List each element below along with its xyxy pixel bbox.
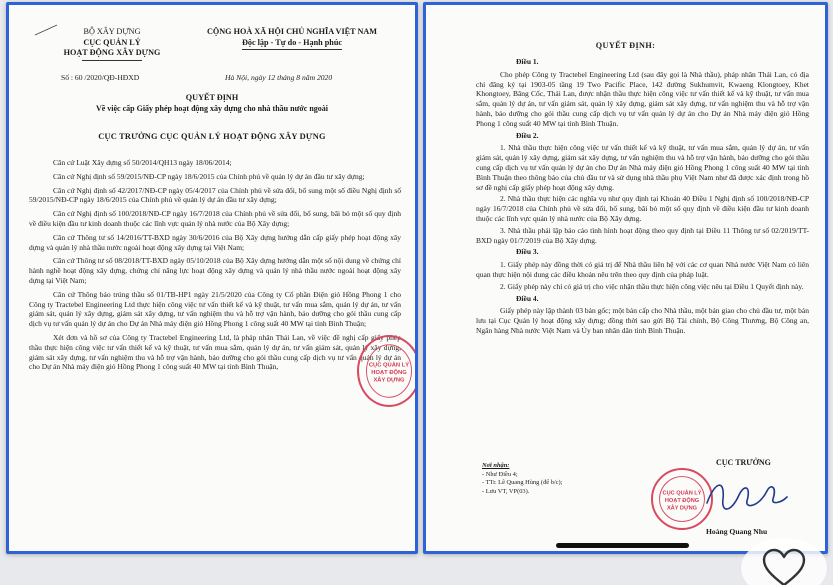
article-label: Điều 2.	[516, 130, 539, 140]
department-name: CỤC QUẢN LÝ	[83, 37, 141, 47]
article-paragraph: 2. Nhà thầu thực hiện các nghĩa vụ như quy định tại Khoản 40 Điều 1 Nghị định số 100/2018/NĐ-CP ngày 16/7/2018 của Chính phủ về sửa đổi, bổ sung, bãi bỏ một số quy định về điều kiện đầu tư kinh doanh thuộc các lĩnh vực quản lý nhà nước của Bộ Xây dựng.	[476, 194, 809, 223]
legal-basis-paragraph: Căn cứ Thông tư số 08/2018/TT-BXD ngày 05/10/2018 của Bộ Xây dựng hướng dẫn một số nội dung về chứng chỉ hành nghề hoạt động xây dựng, chứng chỉ năng lực hoạt động xây dựng và quản lý nhà thầu nước ngoài hoạt động xây dựng tại Việt Nam;	[29, 256, 401, 285]
legal-basis-paragraph: Căn cứ Thông tư số 14/2016/TT-BXD ngày 30/6/2016 của Bộ Xây dựng hướng dẫn cấp giấy phép hoạt động xây dựng và quản lý nhà thầu nước ngoài hoạt động xây dựng tại Việt Nam;	[29, 232, 401, 252]
svg-text:CỤC QUẢN LÝ: CỤC QUẢN LÝ	[662, 490, 702, 497]
country-name: CỘNG HOÀ XÃ HỘI CHỦ NGHĨA VIỆT NAM	[206, 27, 378, 36]
article-paragraph: 3. Nhà thầu phải lập báo cáo tình hình hoạt động theo quy định tại Điều 11 Thông tư số 02/2019/TT-BXD ngày 01/7/2019 của Bộ Xây dựng.	[476, 225, 809, 245]
document-title: QUYẾT ĐỊNH	[185, 93, 239, 102]
decision-heading: QUYẾT ĐỊNH:	[595, 41, 656, 50]
article-paragraph: Giấy phép này lập thành 03 bản gốc; một bản cấp cho Nhà thầu, một bản giao cho chủ đầu tư, một bản lưu tại Cục Quản lý hoạt động xây dựng; đồng thời sao gửi Bộ Tài chính, Bộ Công Thương, Bộ Công an, Ngân hàng Nhà nước Việt Nam và Ủy ban nhân dân tỉnh Bình Thuận.	[476, 306, 809, 335]
article-paragraph: Cho phép Công ty Tractebel Engineering Ltd (sau đây gọi là Nhà thầu), pháp nhân Thái Lan, có địa chỉ đăng ký tại 1903-05 tầng 19 Two Pacific Place, 142 đường Sukhumvit, Kwaeng Klongtoey, Khet Khongtoey, Băng Cốc, Thái Lan, được nhận thầu thực hiện công việc tư vấn thiết kế và kỹ thuật, tư vấn mua sắm, quản lý dự án, tư vấn giám sát, quản lý xây dựng, giám sát xây dựng, tư vấn nghiệm thu và hỗ trợ vận hành, bảo dưỡng cho gói thầu cung cấp dịch vụ tư vấn quản lý dự án cho Dự án Nhà máy điện gió Hồng Phong 1 công suất 40 MW tại tỉnh Bình Thuận.	[476, 69, 809, 128]
recipient-item: - Như Điều 4;	[482, 470, 518, 478]
article-paragraph: 1. Giấy phép này đồng thời có giá trị để Nhà thầu liên hệ với các cơ quan Nhà nước Việt Nam có liên quan thực hiện nội dung các điều khoản nêu trên theo quy định của pháp luật.	[476, 260, 809, 279]
motto: Độc lập - Tự do - Hạnh phúc	[241, 37, 343, 47]
legal-basis-paragraph: Căn cứ Nghị định số 100/2018/NĐ-CP ngày 16/7/2018 của Chính phủ về sửa đổi, bổ sung, bãi bỏ một số quy định về điều kiện đầu tư kinh doanh thuộc các lĩnh vực quản lý nhà nước của Bộ Xây dựng;	[29, 209, 401, 228]
recipients-heading: Nơi nhận:	[482, 462, 510, 469]
document-subtitle: Về việc cấp Giấy phép hoạt động xây dựng cho nhà thầu nước ngoài	[95, 104, 329, 113]
authority-heading: CỤC TRƯỞNG CỤC QUẢN LÝ HOẠT ĐỘNG XÂY DỰNG	[98, 132, 326, 141]
motto-underline	[242, 49, 342, 50]
svg-text:HOẠT ĐỘNG: HOẠT ĐỘNG	[371, 369, 407, 376]
svg-text:CỤC QUẢN LÝ: CỤC QUẢN LÝ	[368, 362, 410, 369]
document-page-right	[423, 2, 828, 554]
document-header	[9, 27, 415, 67]
legal-basis-paragraph: Căn cứ Nghị định số 42/2017/NĐ-CP ngày 05/4/2017 của Chính phủ về sửa đổi, bổ sung một số điều Nghị định số 59/2015/NĐ-CP ngày 18/6/2015 của Chính phủ về quản lý dự án đầu tư xây dựng;	[29, 185, 401, 205]
decision-articles	[476, 55, 809, 338]
document-date: Hà Nội, ngày 12 tháng 8 năm 2020	[225, 73, 333, 82]
national-motto	[187, 27, 397, 50]
article-paragraph: 2. Giấy phép này chỉ có giá trị cho việc nhận thầu thực hiện công việc nêu tại Điều 1 Quyết định này.	[500, 281, 804, 291]
svg-text:XÂY DỰNG: XÂY DỰNG	[666, 505, 698, 512]
home-indicator[interactable]	[556, 543, 689, 548]
consideration-paragraph: Xét đơn và hồ sơ của Công ty Tractebel Engineering Ltd, là pháp nhân Thái Lan, về việc đề nghị cấp giấy phép thầu thực hiện công việc tư vấn thiết kế và kỹ thuật, tư vấn mua sắm, quản lý dự án, tư vấn giám sát, quản lý xây dựng, giám sát xây dựng, tư vấn nghiệm thu và hỗ trợ vận hành, bảo dưỡng cho gói thầu cung cấp dịch vụ tư vấn quản lý dự án cho Dự án Nhà máy điện gió Hồng Phong 1 công suất 40 MW tại tỉnh Bình Thuận,	[29, 332, 401, 372]
article-paragraph: 1. Nhà thầu thực hiện công việc tư vấn thiết kế và kỹ thuật, tư vấn mua sắm, quản lý dự án, tư vấn giám sát, quản lý xây dựng, giám sát xây dựng, tư vấn nghiệm thu và hỗ trợ vận hành, bảo dưỡng cho gói thầu cung cấp dịch vụ tư vấn quản lý dự án cho Dự án Nhà máy điện gió Hồng Phong 1 công suất 40 MW tại tỉnh Bình Thuận theo thông báo của chủ đầu tư và sử dụng nhà thầu phụ Việt Nam như đã được xác định trong hồ sơ đề nghị cấp giấy phép hoạt động xây dựng.	[476, 143, 809, 192]
handwritten-signature	[701, 473, 791, 521]
recipient-item: - Lưu VT, VP(03).	[482, 487, 530, 495]
article-label: Điều 4.	[516, 293, 539, 303]
signer-name: Hoàng Quang Nhu	[706, 527, 768, 536]
legal-basis-body	[29, 158, 401, 376]
ministry-name: BỘ XÂY DỰNG	[83, 27, 141, 36]
official-seal	[357, 335, 418, 407]
recipient-item: - TTr. Lê Quang Hùng (để b/c);	[482, 479, 563, 487]
signer-title: CỤC TRƯỞNG	[716, 458, 771, 467]
article-label: Điều 1.	[516, 57, 539, 66]
svg-text:XÂY DỰNG: XÂY DỰNG	[373, 377, 405, 384]
svg-text:HOẠT ĐỘNG: HOẠT ĐỘNG	[664, 497, 700, 504]
header-underline	[82, 60, 142, 61]
department-name-line2: HOẠT ĐỘNG XÂY DỰNG	[63, 48, 161, 57]
legal-basis-paragraph: Căn cứ Luật Xây dựng số 50/2014/QH13 ngày 18/06/2014;	[53, 158, 232, 167]
article-label: Điều 3.	[516, 247, 539, 257]
heart-outline-icon	[761, 548, 807, 585]
document-page-left	[6, 2, 418, 554]
legal-basis-paragraph: Căn cứ Nghị định số 59/2015/NĐ-CP ngày 18/6/2015 của Chính phủ về quản lý dự án đầu tư xây dựng;	[53, 171, 365, 181]
legal-basis-paragraph: Căn cứ Thông báo trúng thầu số 01/TB-HP1 ngày 21/5/2020 của Công ty Cổ phần Điện gió Hồng Phong 1 cho Công ty Tractebel Engineering Ltd thực hiện công việc tư vấn thiết kế và kỹ thuật, tư vấn mua sắm, quản lý dự án, tư vấn giám sát, quản lý xây dựng, giám sát xây dựng, tư vấn nghiệm thu và hỗ trợ vận hành, bảo dưỡng cho gói thầu cung cấp dịch vụ tư vấn quản lý dự án cho Dự án Nhà máy điện gió Hồng Phong 1 công suất 40 MW tại tỉnh Bình Thuận;	[29, 289, 401, 329]
document-number: Số : 60 /2020/QĐ-HĐXD	[61, 73, 140, 82]
recipients-block	[482, 462, 562, 496]
issuing-agency	[37, 27, 187, 61]
